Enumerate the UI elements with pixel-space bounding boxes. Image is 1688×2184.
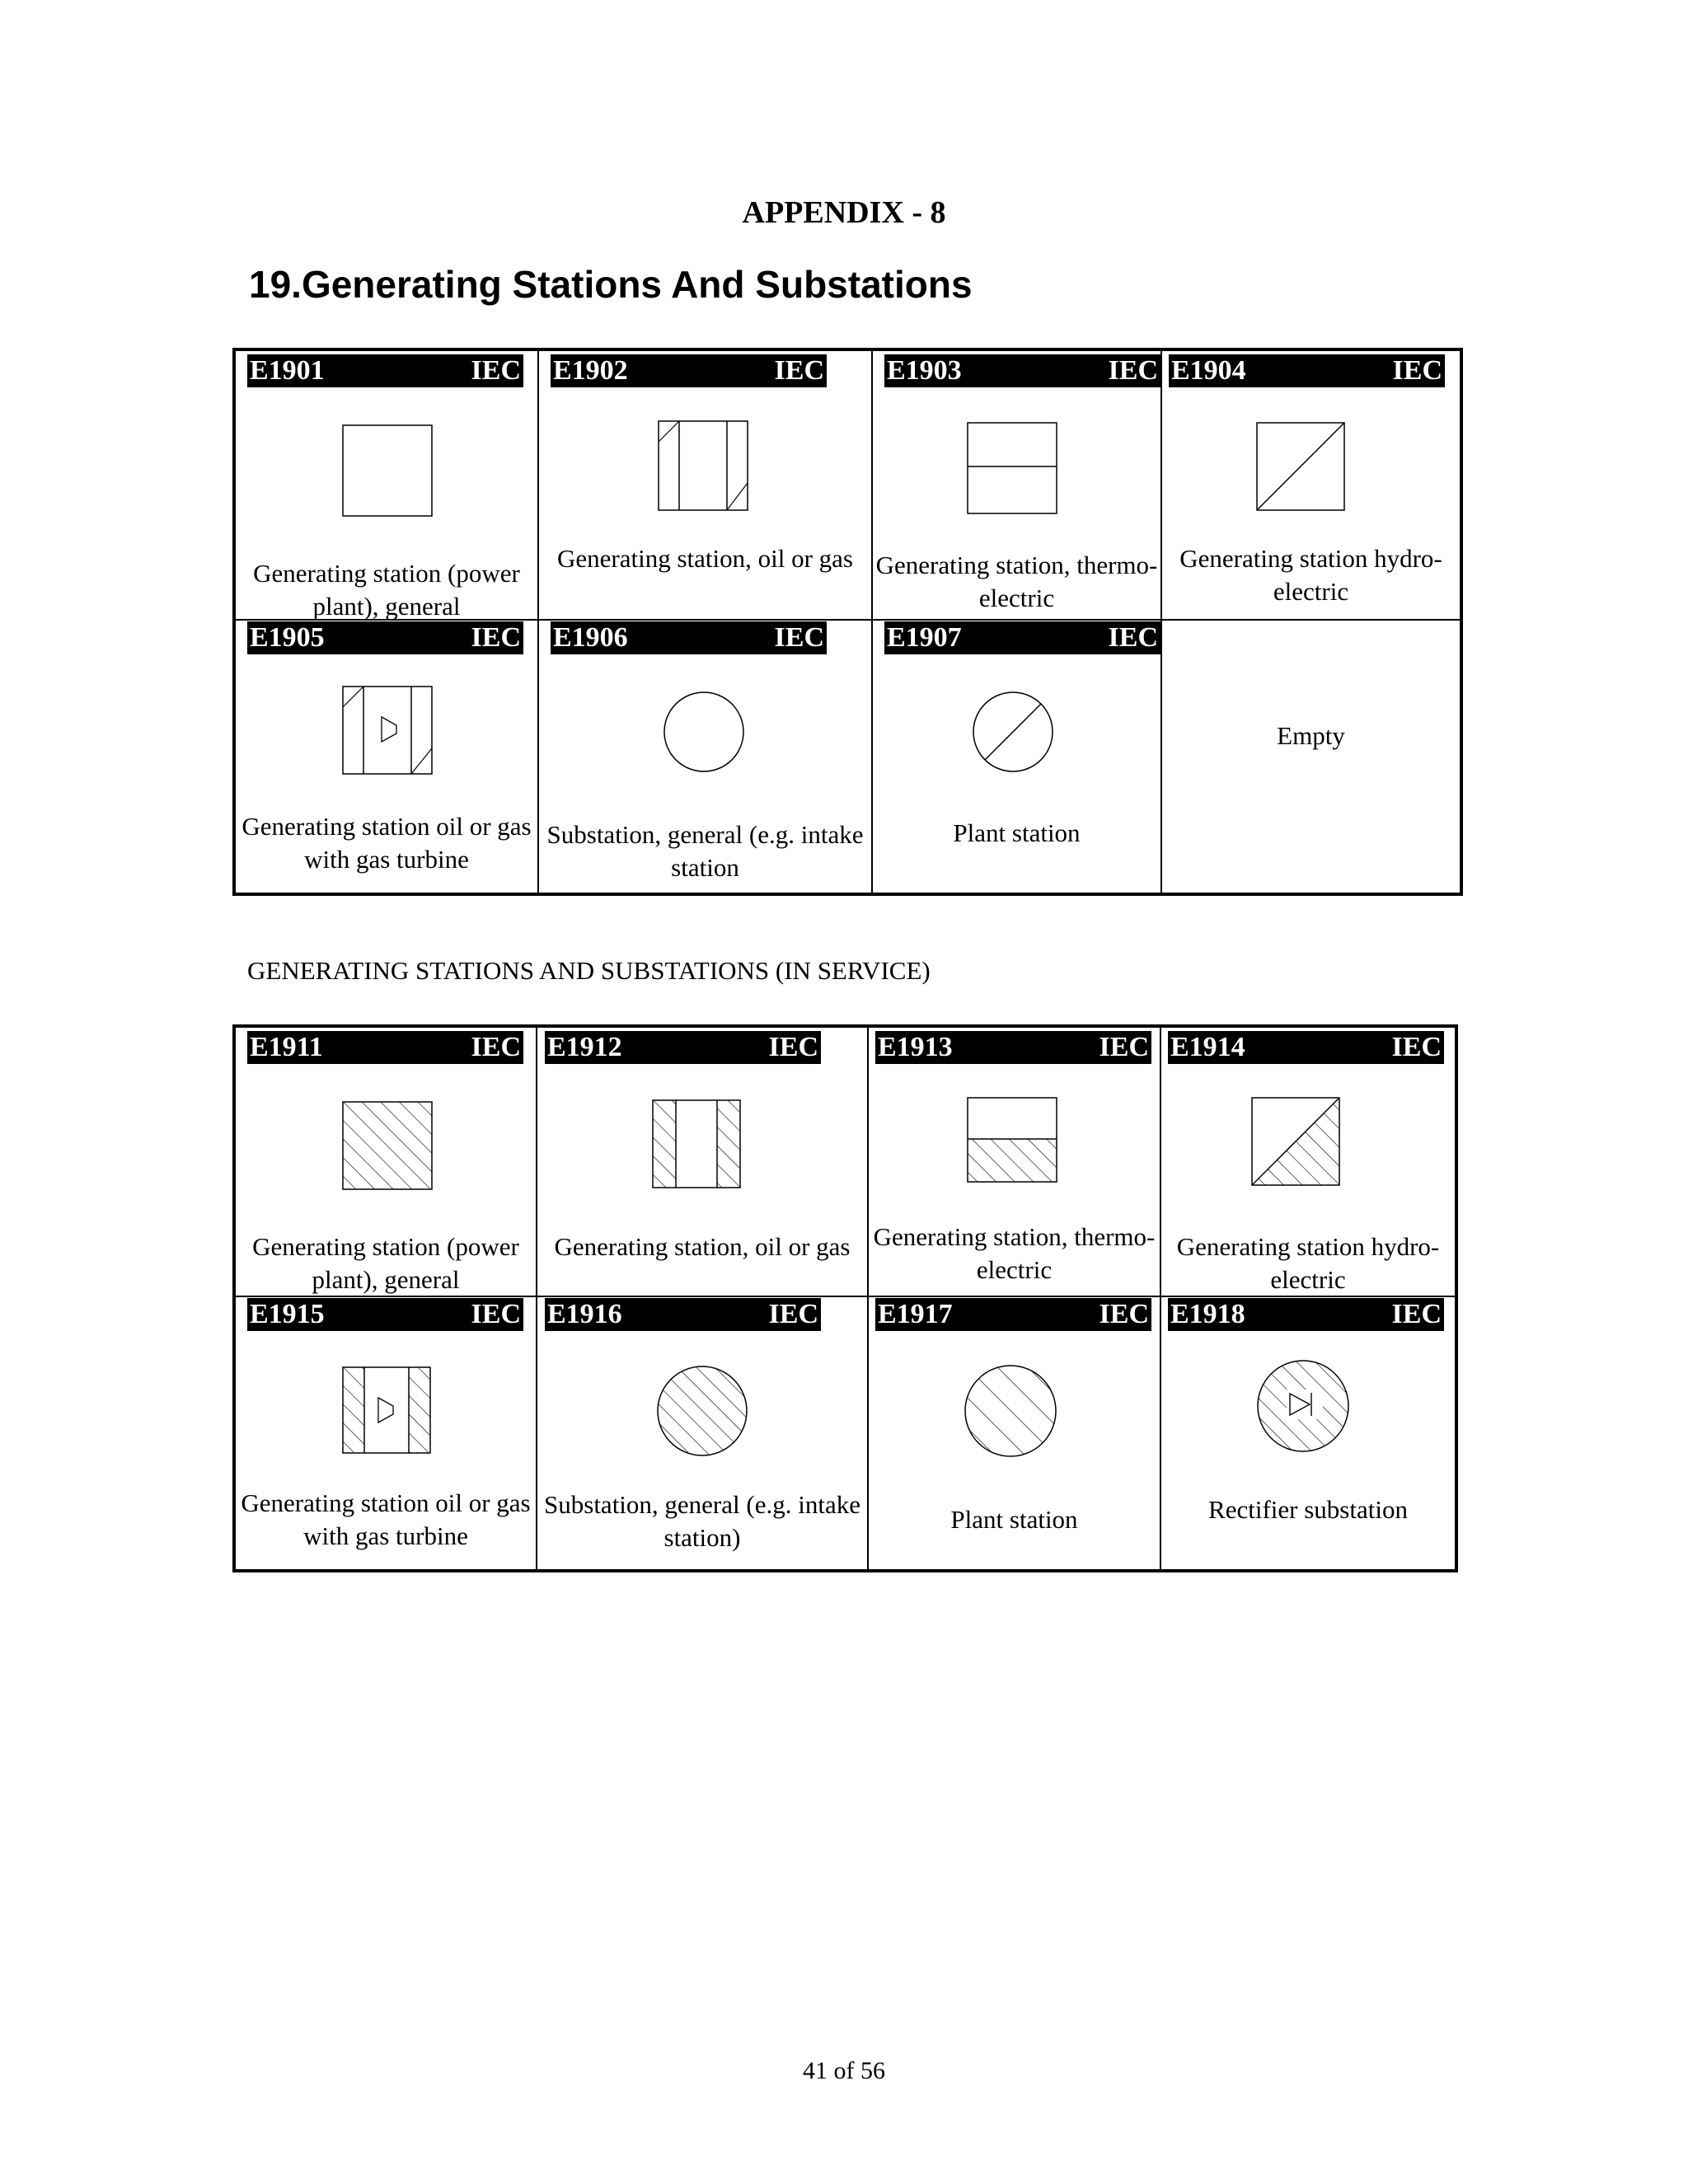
symbol-code-header — [551, 621, 827, 654]
symbol-code: E1902 — [553, 355, 628, 386]
symbol-code: E1915 — [250, 1299, 325, 1329]
symbol-standard: IEC — [774, 622, 824, 653]
symbol-standard: IEC — [471, 1299, 521, 1329]
symbol-standard: IEC — [1391, 1299, 1442, 1329]
symbol-description: Generating station oil or gas with gas turbine — [241, 1488, 531, 1550]
symbol-cell-e1904 — [1162, 351, 1460, 619]
symbol-description: Generating station (power plant), general — [253, 559, 520, 621]
symbol-code-header — [1169, 354, 1445, 387]
symbol-code: E1918 — [1170, 1299, 1245, 1329]
symbols-table-general — [232, 348, 1463, 896]
symbol-code-header — [1168, 1031, 1444, 1064]
symbol-standard: IEC — [471, 355, 521, 386]
symbol-standard: IEC — [774, 355, 824, 386]
symbol-description: Generating station hydro-electric — [1179, 544, 1442, 606]
symbol-description: Substation, general (e.g. intake station) — [544, 1490, 860, 1552]
symbol-description: Generating station, oil or gas — [557, 544, 853, 573]
generating-station-gas-turbine-icon — [339, 682, 438, 781]
symbol-description: Generating station hydro-electric — [1176, 1232, 1440, 1294]
symbol-cell-e1918 — [1161, 1297, 1455, 1569]
symbol-code-header — [884, 354, 1160, 387]
generating-station-thermo-electric-icon — [964, 419, 1062, 518]
symbol-cell-e1915 — [236, 1297, 536, 1569]
symbol-code-header — [247, 1298, 523, 1331]
symbol-code: E1916 — [547, 1299, 622, 1329]
symbol-description: Generating station, thermo-electric — [873, 1222, 1156, 1284]
symbol-description: Empty — [1277, 721, 1345, 750]
symbol-code: E1906 — [553, 622, 628, 653]
generating-station-oil-gas-in-service-icon — [649, 1096, 748, 1195]
symbol-code: E1917 — [878, 1299, 953, 1329]
symbol-standard: IEC — [471, 622, 521, 653]
symbol-cell-e1911 — [236, 1028, 536, 1296]
symbol-code-header — [247, 621, 523, 654]
symbol-standard: IEC — [471, 1032, 521, 1062]
symbol-description: Generating station, thermo-electric — [875, 551, 1158, 612]
symbol-code-header — [545, 1298, 821, 1331]
symbol-description: Rectifier substation — [1208, 1495, 1408, 1524]
generating-station-general-icon — [339, 421, 438, 520]
plant-station-icon — [968, 687, 1058, 777]
generating-station-oil-gas-icon — [654, 417, 753, 516]
symbol-cell-e1912 — [537, 1028, 867, 1296]
symbol-code: E1904 — [1171, 355, 1246, 386]
symbol-code: E1913 — [878, 1032, 953, 1062]
symbol-description: Plant station — [950, 1505, 1078, 1534]
symbol-cell-e1913 — [869, 1028, 1160, 1296]
symbol-description: Generating station (power plant), general — [252, 1232, 519, 1294]
symbol-description: Plant station — [953, 818, 1081, 847]
symbol-standard: IEC — [768, 1032, 818, 1062]
symbol-code: E1914 — [1170, 1032, 1245, 1062]
symbol-cell-e1907 — [873, 621, 1160, 893]
rectifier-substation-in-service-icon — [1254, 1357, 1353, 1455]
generating-station-general-in-service-icon — [339, 1098, 438, 1197]
plant-station-in-service-icon — [961, 1361, 1060, 1460]
symbol-code-header — [247, 1031, 523, 1064]
section-title: 19.Generating Stations And Substations — [249, 263, 973, 306]
symbol-cell-e1901 — [236, 351, 537, 619]
generating-station-gas-turbine-in-service-icon — [339, 1363, 438, 1462]
symbol-code-header — [1168, 1298, 1444, 1331]
symbols-table-in-service — [232, 1024, 1458, 1572]
symbol-code-header — [545, 1031, 821, 1064]
symbol-code-header — [247, 354, 523, 387]
symbol-standard: IEC — [1392, 355, 1442, 386]
symbol-standard: IEC — [1391, 1032, 1442, 1062]
symbol-code-header — [551, 354, 827, 387]
symbol-description: Generating station oil or gas with gas turbine — [241, 812, 532, 874]
symbol-cell-e1903 — [873, 351, 1160, 619]
symbol-cell-empty — [1162, 621, 1460, 893]
generating-station-thermo-electric-in-service-icon — [964, 1094, 1062, 1193]
symbol-code: E1912 — [547, 1032, 622, 1062]
symbol-cell-e1906 — [539, 621, 871, 893]
generating-station-hydro-electric-in-service-icon — [1248, 1094, 1347, 1193]
symbol-code: E1907 — [887, 622, 962, 653]
substation-general-icon — [659, 687, 749, 777]
symbol-code: E1901 — [250, 355, 325, 386]
in-service-subheading: GENERATING STATIONS AND SUBSTATIONS (IN SERVICE) — [247, 956, 931, 985]
symbol-cell-e1902 — [539, 351, 871, 619]
symbol-cell-e1905 — [236, 621, 537, 893]
substation-general-in-service-icon — [653, 1361, 752, 1460]
symbol-code: E1903 — [887, 355, 962, 386]
symbol-standard: IEC — [1099, 1299, 1149, 1329]
generating-station-hydro-electric-icon — [1253, 419, 1352, 518]
symbol-standard: IEC — [1108, 355, 1158, 386]
symbol-standard: IEC — [768, 1299, 818, 1329]
symbol-code: E1905 — [250, 622, 325, 653]
symbol-code-header — [875, 1298, 1151, 1331]
symbol-description: Substation, general (e.g. intake station — [546, 820, 864, 882]
page-number: 41 of 56 — [803, 2057, 885, 2084]
symbol-code-header — [875, 1031, 1151, 1064]
symbol-code-header — [884, 621, 1160, 654]
symbol-standard: IEC — [1108, 622, 1158, 653]
symbol-cell-e1916 — [537, 1297, 867, 1569]
symbol-cell-e1917 — [869, 1297, 1160, 1569]
appendix-heading: APPENDIX - 8 — [742, 195, 946, 230]
symbol-cell-e1914 — [1161, 1028, 1455, 1296]
symbol-code: E1911 — [250, 1032, 323, 1062]
symbol-standard: IEC — [1099, 1032, 1149, 1062]
symbol-description: Generating station, oil or gas — [554, 1232, 851, 1261]
